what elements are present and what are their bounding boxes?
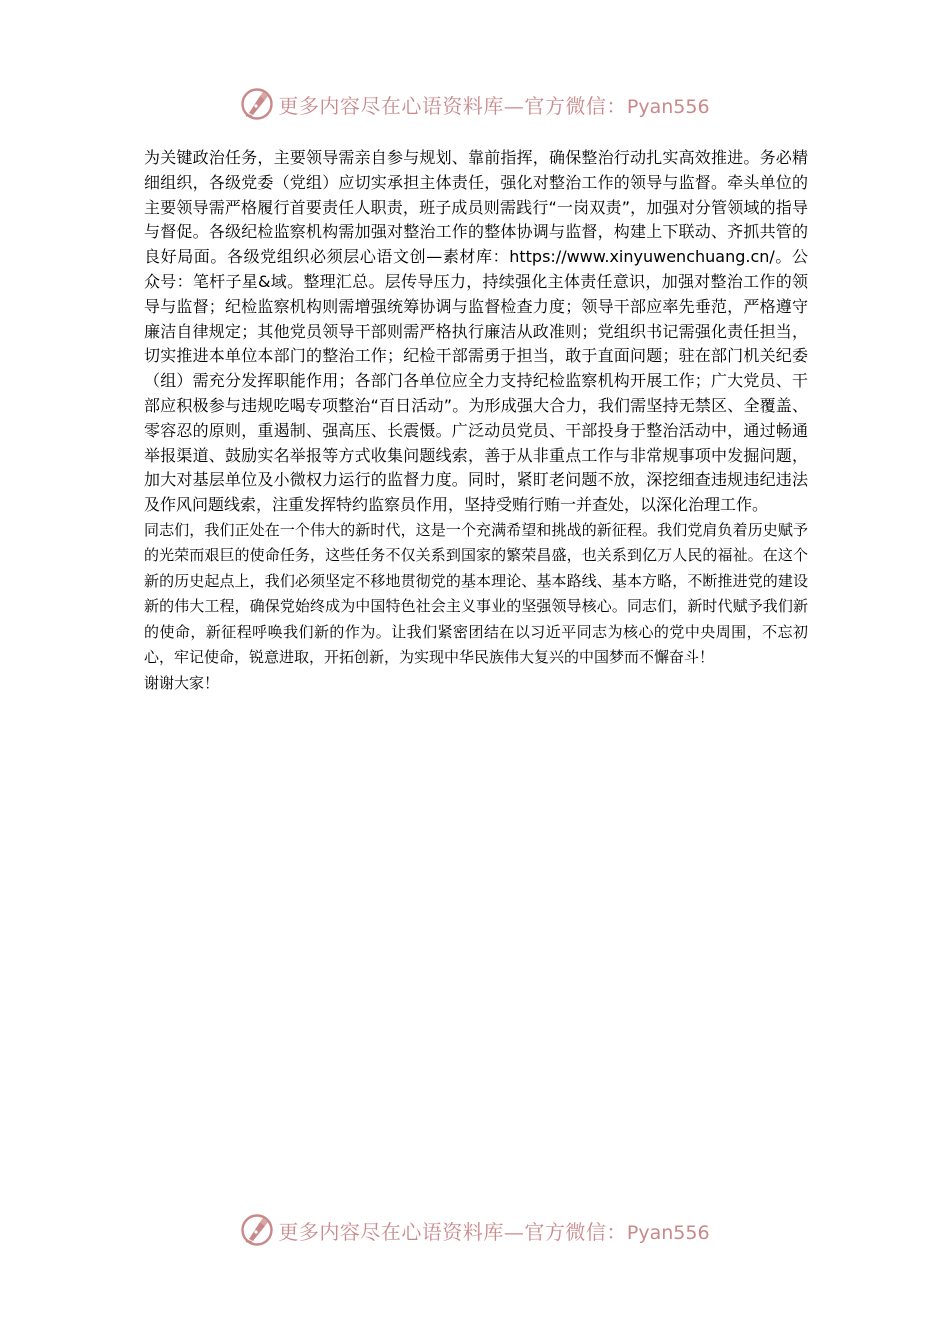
pen-nib-logo-icon: [240, 87, 274, 121]
footer-banner-handle: Pyan556: [626, 1221, 710, 1244]
header-banner-handle: Pyan556: [626, 95, 710, 118]
main-paragraph: 为关键政治任务，主要领导需亲自参与规划、靠前指挥，确保整治行动扎实高效推进。务必精细组织，各级党委（党组）应切实承担主体责任，强化对整治工作的领导与监督。牵头单位的主要领导需严格履行首要责任人职责，班子成员则需践行“一岗双责”，加强对分管领域的指导与督促。各级纪检监察机构需加强对整治工作的整体协调与监督，构建上下联动、齐抓共管的良好局面。各级党组织必须层心语文创—素材库：https://www.xinyuwenchuang.cn/。公众号：笔杆子星&域。整理汇总。层传导压力，持续强化主体责任意识，加强对整治工作的领导与监督；纪检监察机构则需增强统筹协调与监督检查力度；领导干部应率先垂范，严格遵守廉洁自律规定；其他党员领导干部则需严格执行廉洁从政准则；党组织书记需强化责任担当，切实推进本单位本部门的整治工作；纪检干部需勇于担当，敢于直面问题；驻在部门机关纪委（组）需充分发挥职能作用；各部门各单位应全力支持纪检监察机构开展工作；广大党员、干部应积极参与违规吃喝专项整治“百日活动”。为形成强大合力，我们需坚持无禁区、全覆盖、零容忍的原则，重遏制、强高压、长震慑。广泛动员党员、干部投身于整治活动中，通过畅通举报渠道、鼓励实名举报等方式收集问题线索，善于从非重点工作与非常规事项中发掘问题，加大对基层单位及小微权力运行的监督力度。同时，紧盯老问题不放，深挖细查违规违纪违法及作风问题线索，注重发挥特约监察员作用，坚持受贿行贿一并查处，以深化治理工作。: [144, 148, 808, 515]
thanks-line: 谢谢大家！: [144, 673, 220, 692]
pen-nib-logo-icon: [240, 1213, 274, 1247]
document-body: [144, 146, 808, 696]
header-banner: [0, 84, 950, 124]
footer-banner: [0, 1210, 950, 1250]
header-banner-text: 更多内容尽在心语资料库—官方微信：: [278, 93, 627, 118]
closing-paragraph: 同志们，我们正处在一个伟大的新时代，这是一个充满希望和挑战的新征程。我们党肩负着历史赋予的光荣而艰巨的使命任务，这些任务不仅关系到国家的繁荣昌盛，也关系到亿万人民的福祉。在这个新的历史起点上，我们必须坚定不移地贯彻党的基本理论、基本路线、基本方略，不断推进党的建设新的伟大工程，确保党始终成为中国特色社会主义事业的坚强领导核心。同志们，新时代赋予我们新的使命，新征程呼唤我们新的作为。让我们紧密团结在以习近平同志为核心的党中央周围，不忘初心，牢记使命，锐意进取，开拓创新，为实现中华民族伟大复兴的中国梦而不懈奋斗！: [144, 520, 808, 667]
footer-banner-text: 更多内容尽在心语资料库—官方微信：: [278, 1219, 627, 1244]
